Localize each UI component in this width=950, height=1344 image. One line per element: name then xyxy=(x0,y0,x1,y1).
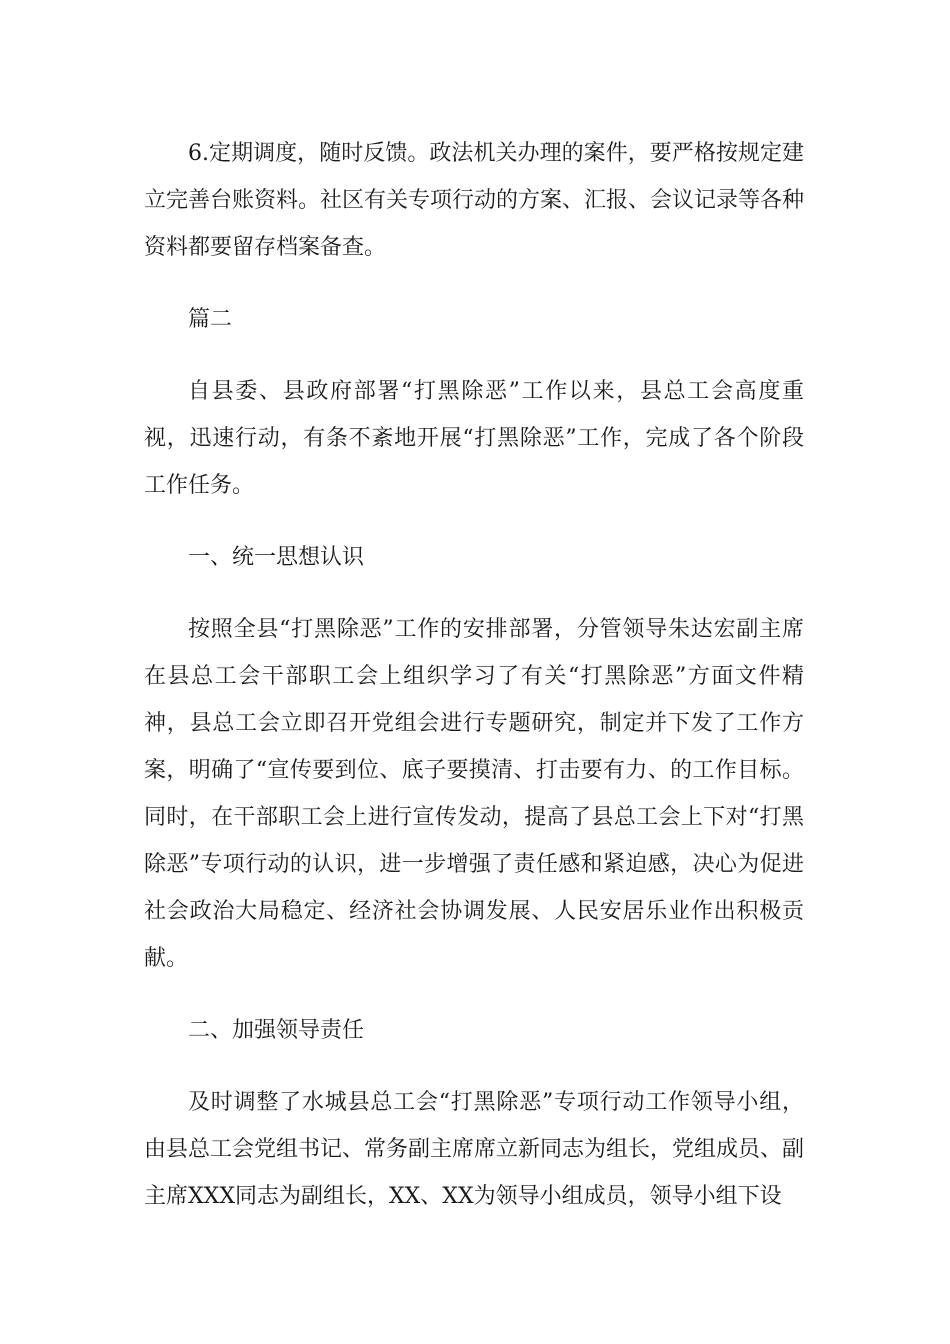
intro-paragraph: 自县委、县政府部署“打黑除恶”工作以来，县总工会高度重视，迅速行动，有条不紊地开展“打黑除恶”工作，完成了各个阶段工作任务。 xyxy=(144,379,804,498)
body-paragraph-leadership: 及时调整了水城县总工会“打黑除恶”专项行动工作领导小组，由县总工会党组书记、常务副主席席立新同志为组长，党组成员、副主席XXX同志为副组长，XX、XX为领导小组成员，领导小组下设 xyxy=(144,1090,805,1209)
section-label-part-two: 篇二 xyxy=(188,307,233,332)
heading-unify-thinking: 一、统一思想认识 xyxy=(188,545,365,570)
paragraph-item-6: 6.定期调度，随时反馈。政法机关办理的案件，要严格按规定建立完善台账资料。社区有关专项行动的方案、汇报、会议记录等各种资料都要留存档案备查。 xyxy=(144,141,805,260)
paragraph-gap xyxy=(144,581,804,606)
paragraph-gap xyxy=(144,982,804,1007)
paragraph-gap xyxy=(144,343,804,368)
paragraph-gap xyxy=(144,271,804,296)
document-body xyxy=(144,130,804,1220)
paragraph-gap xyxy=(144,1054,804,1079)
paragraph-gap xyxy=(144,509,804,534)
heading-leadership-responsibility: 二、加强领导责任 xyxy=(188,1018,365,1043)
body-paragraph-unify-thinking: 按照全县“打黑除恶”工作的安排部署，分管领导朱达宏副主席在县总工会干部职工会上组织学习了有关“打黑除恶”方面文件精神，县总工会立即召开党组会进行专题研究，制定并下发了工作方案，明确了“宣传要到位、底子要摸清、打击要有力、的工作目标。同时，在干部职工会上进行宣传发动，提高了县总工会上下对“打黑除恶”专项行动的认识，进一步增强了责任感和紧迫感，决心为促进社会政治大局稳定、经济社会协调发展、人民安居乐业作出积极贡献。 xyxy=(144,617,804,971)
